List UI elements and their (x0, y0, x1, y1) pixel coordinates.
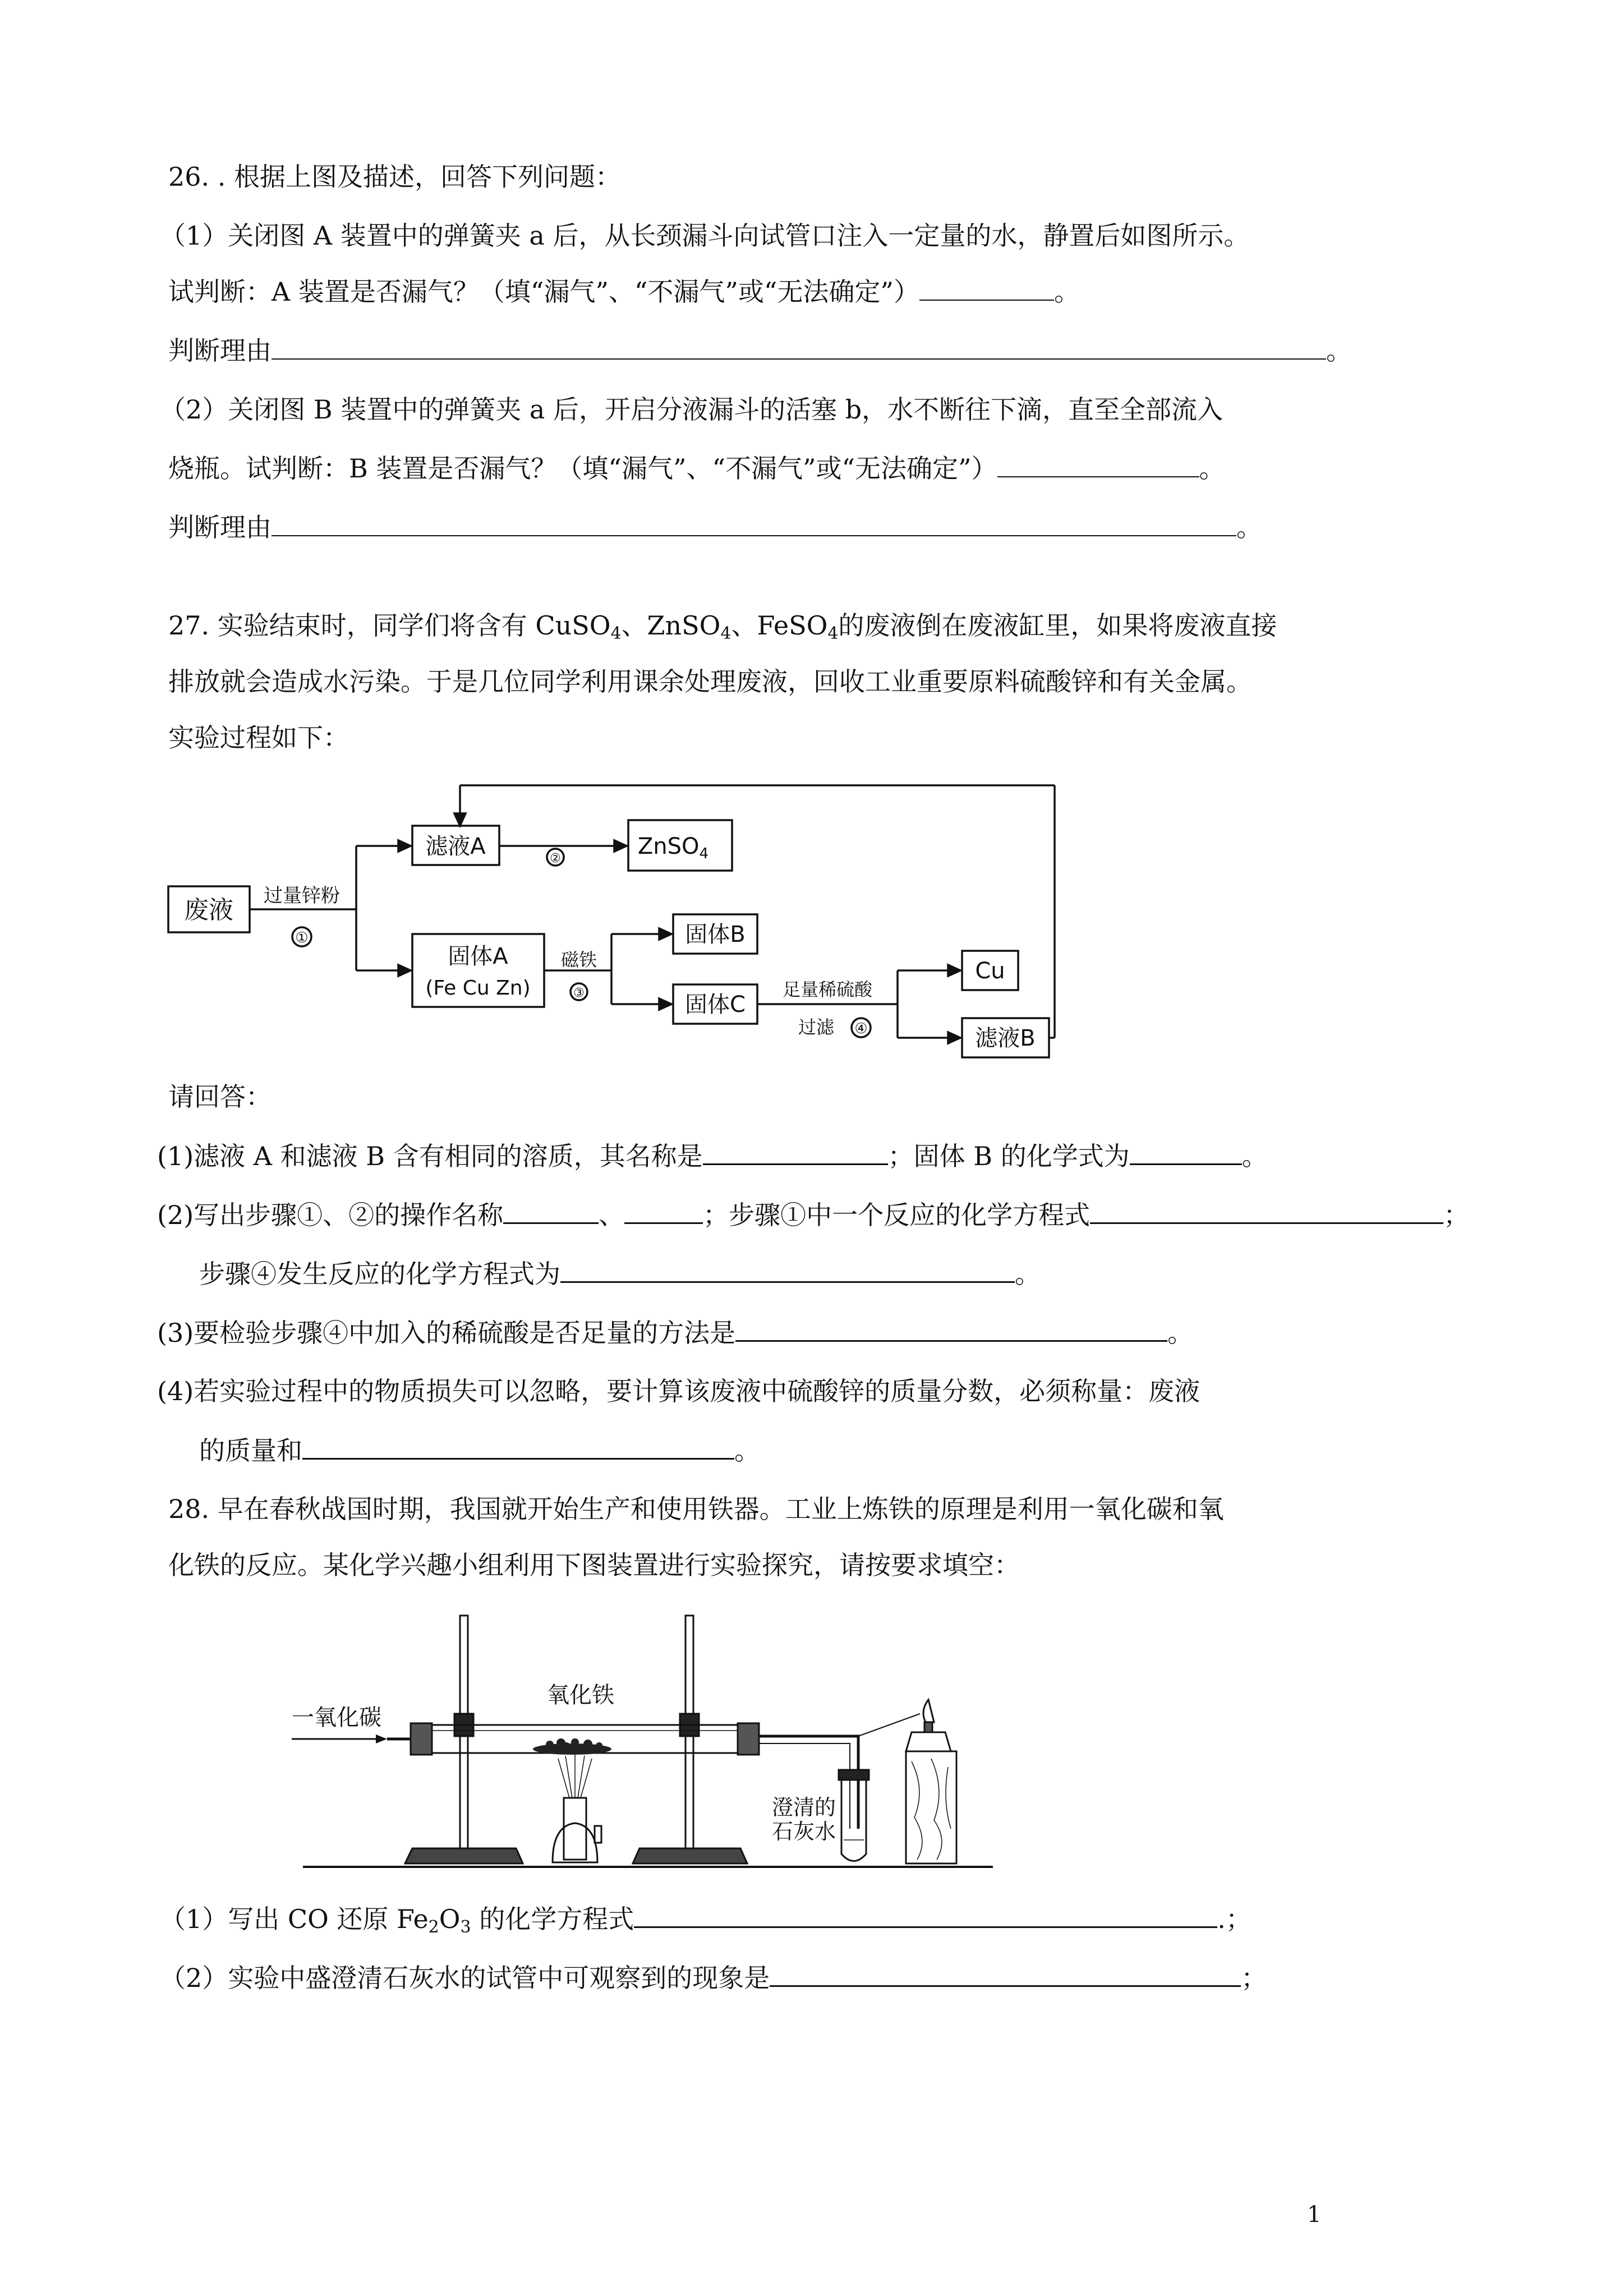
q27-question4-line1: (4)若实验过程中的物质损失可以忽略，要计算该废液中硫酸锌的质量分数，必须称量：废液 (157, 1376, 1200, 1406)
wooden-block (906, 1751, 956, 1864)
q27-line1: 27. 实验结束时，同学们将含有 CuSO$_4$、ZnSO$_4$、FeSO$_4$的废液倒在废液缸里，如果将废液直接 (168, 610, 1277, 643)
q27-q1-blank-formula[interactable] (1130, 1139, 1242, 1165)
q26-reason-blank-2[interactable] (272, 510, 1236, 536)
flow-solid-b-label: 固体B (685, 922, 746, 947)
q27-q2-blank-op2[interactable] (624, 1198, 703, 1224)
flow-step1-label: ① (295, 930, 309, 946)
q28-line1: 28. 早在春秋战国时期，我国就开始生产和使用铁器。工业上炼铁的原理是利用一氧化碳和氧 (168, 1494, 1224, 1524)
q26-reason-blank-1[interactable] (272, 334, 1326, 360)
q26-reason-line-2: 判断理由 。 (168, 510, 1262, 544)
q26-part1-line2: 试判断：A 装置是否漏气？（填“漏气”、“不漏气”或“无法确定”） 。 (168, 275, 1080, 309)
q26-part2-line2: 烧瓶。试判断：B 装置是否漏气？（填“漏气”、“不漏气”或“无法确定”） 。 (168, 452, 1225, 485)
iron-oxide-label: 氧化铁 (547, 1682, 614, 1708)
alcohol-lamp (858, 1700, 951, 1751)
q27-question2b: 步骤④发生反应的化学方程式为 。 (199, 1257, 1041, 1291)
q27-line3: 实验过程如下： (168, 723, 349, 753)
q27-q2-blank-op1[interactable] (503, 1198, 599, 1224)
q26-reason-line-1: 判断理由 。 (168, 334, 1352, 367)
q27-q2-blank-equation1[interactable] (1090, 1198, 1443, 1224)
q27-answer-intro: 请回答： (168, 1082, 272, 1112)
flowchart-diagram (157, 774, 1077, 1066)
flow-solid-a-composition: (Fe Cu Zn) (425, 977, 531, 1000)
flow-cu-label: Cu (975, 958, 1005, 984)
flow-solid-a-label: 固体A (448, 944, 508, 969)
gas-burner (553, 1798, 601, 1862)
flow-magnet-label: 磁铁 (560, 949, 597, 970)
iron-smelting-apparatus (280, 1604, 1010, 1874)
right-iron-stand (633, 1616, 747, 1864)
limewater-test-tube (839, 1770, 869, 1861)
flow-filter-label: 过滤 (798, 1016, 835, 1038)
q26-answer-blank-2[interactable] (997, 452, 1199, 477)
q26-answer-blank-1[interactable] (919, 275, 1054, 301)
flow-step4-label: ④ (854, 1020, 868, 1037)
q28-question2: （2）实验中盛澄清石灰水的试管中可观察到的现象是 ； (160, 1961, 1267, 1995)
q28-line2: 化铁的反应。某化学兴趣小组利用下图装置进行实验探究，请按要求填空： (168, 1550, 1020, 1580)
flow-acid-label: 足量稀硫酸 (782, 979, 873, 1000)
burner-flame (558, 1755, 592, 1798)
flow-step3-label: ③ (573, 986, 585, 1000)
q26-part1-line1: （1）关闭图 A 装置中的弹簧夹 a 后，从长颈漏斗向试管口注入一定量的水，静置后如图所示。 (160, 220, 1250, 251)
q27-q1-blank-name[interactable] (703, 1139, 888, 1165)
q26-stem: 26. . 根据上图及描述，回答下列问题： (168, 162, 622, 192)
flow-excess-zn-label: 过量锌粉 (264, 885, 340, 907)
limewater-label-line2: 石灰水 (771, 1819, 836, 1844)
q27-q3-blank[interactable] (735, 1315, 1167, 1342)
q27-question4-line2: 的质量和 。 (199, 1433, 760, 1467)
q28-question1: （1）写出 CO 还原 $Fe_2O_3$ 的化学方程式 .； (160, 1902, 1252, 1936)
page-number: 1 (1307, 2202, 1322, 2228)
flow-znso4-label: ZnSO$_4$ (637, 834, 709, 862)
flow-step2-label: ② (550, 852, 561, 866)
flow-solid-c-label: 固体C (685, 992, 746, 1018)
flow-waste-label: 废液 (184, 896, 233, 924)
q28-q1-blank[interactable] (634, 1902, 1217, 1928)
q27-q4-blank[interactable] (302, 1433, 734, 1460)
q27-line2: 排放就会造成水污染。于是几位同学利用课余处理废液，回收工业重要原料硫酸锌和有关金属。 (168, 666, 1252, 697)
co-label: 一氧化碳 (292, 1705, 381, 1731)
q26-part2-line1: （2）关闭图 B 装置中的弹簧夹 a 后，开启分液漏斗的活塞 b，水不断往下滴，直至全部流入 (160, 394, 1223, 425)
flow-filtrate-a-label: 滤液A (425, 834, 486, 859)
q27-question2: (2)写出步骤①、②的操作名称 、 ；步骤①中一个反应的化学方程式 ； (157, 1198, 1469, 1232)
flow-filtrate-b-label: 滤液B (975, 1025, 1036, 1051)
limewater-label-line1: 澄清的 (771, 1795, 836, 1820)
iron-oxide-powder (533, 1738, 611, 1755)
q27-question3: (3)要检验步骤④中加入的稀硫酸是否足量的方法是 。 (157, 1315, 1193, 1350)
q27-question1: (1)滤液 A 和滤液 B 含有相同的溶质，其名称是 ；固体 B 的化学式为 。 (157, 1139, 1268, 1173)
q27-q2-blank-equation4[interactable] (560, 1257, 1015, 1283)
q28-q2-blank[interactable] (770, 1961, 1241, 1987)
